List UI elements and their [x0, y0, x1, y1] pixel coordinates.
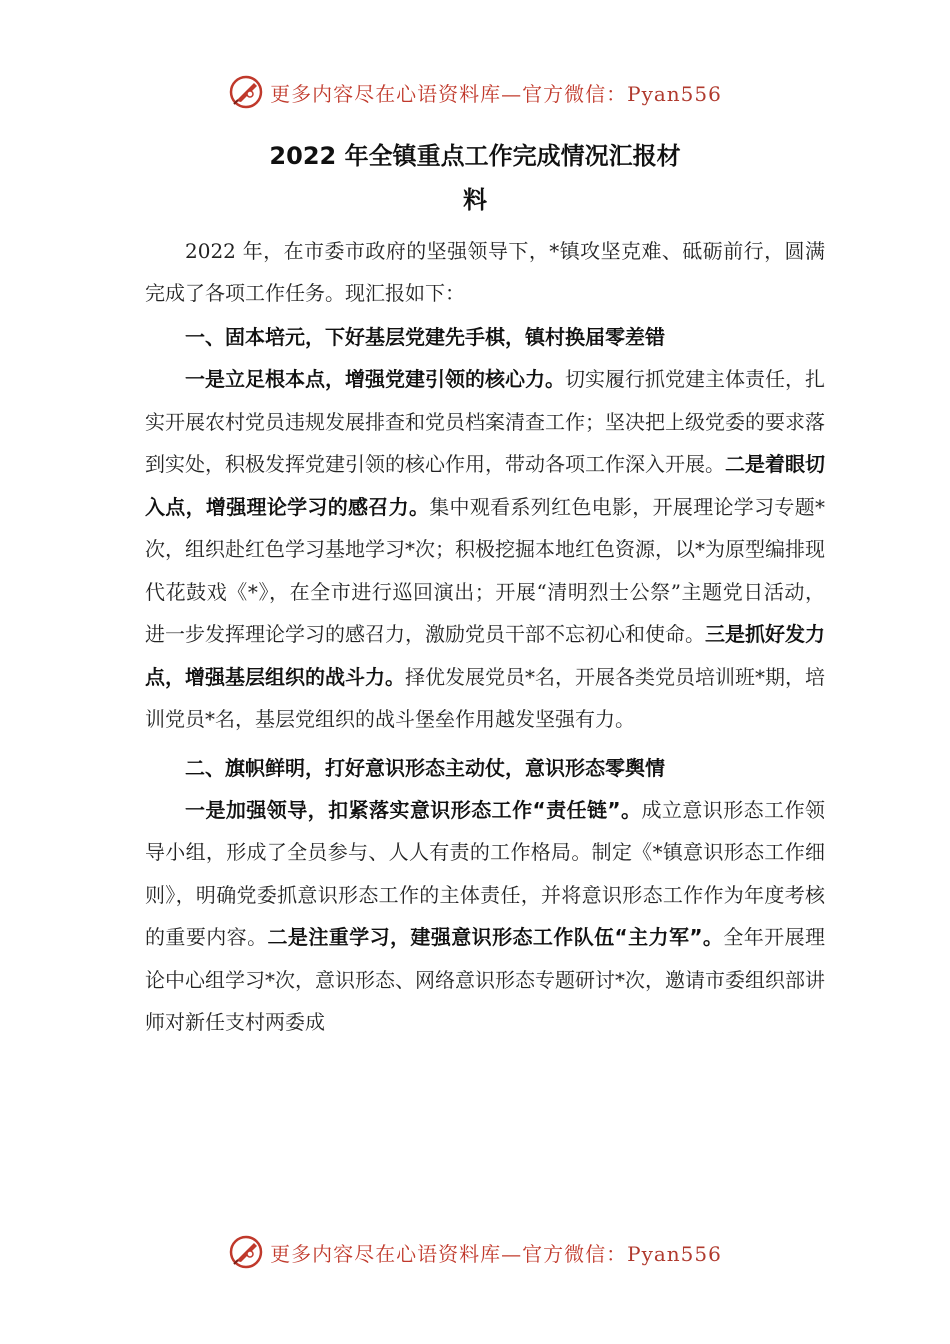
- section1-point2-bold: 二是着眼切入点，增强理论学习的感召力。: [145, 452, 825, 519]
- section2-heading: 二、旗帜鲜明，打好意识形态主动仗，意识形态零舆情: [185, 755, 665, 780]
- header-banner: [0, 70, 950, 114]
- section2-paragraph: [145, 789, 825, 1044]
- intro-paragraph: 2022 年，在市委市政府的坚强领导下，*镇攻坚克难、砥砺前行，圆满完成了各项工作任务。现汇报如下：: [145, 239, 825, 305]
- banner-text: 更多内容尽在心语资料库—官方微信：Pyan556: [270, 1241, 722, 1266]
- quill-logo-icon: [228, 1234, 264, 1270]
- title-line-2: 料: [463, 186, 487, 214]
- section2-point1-bold: 一是加强领导，扣紧落实意识形态工作“责任链”。: [185, 797, 642, 822]
- section1-point2-text: 集中观看系列红色电影，开展理论学习专题*次，组织赴红色学习基地学习*次；积极挖掘本地红色资源，以*为原型编排现代花鼓戏《*》，在全市进行巡回演出；开展“清明烈士公祭”主题党日活动，进一步发挥理论学习的感召力，激励党员干部不忘初心和使命。: [145, 494, 826, 646]
- section1-point1-text: 切实履行抓党建主体责任，扎实开展农村党员违规发展排查和党员档案清查工作；坚决把上级党委的要求落到实处，积极发挥党建引领的核心作用，带动各项工作深入开展。: [145, 367, 825, 476]
- wechat-id: Pyan556: [627, 81, 722, 106]
- document-title: [0, 134, 950, 222]
- section2-point2-bold: 二是注重学习，建强意识形态工作队伍“主力军”。: [267, 925, 724, 949]
- section1-point1-bold: 一是立足根本点，增强党建引领的核心力。: [185, 367, 565, 391]
- section1-heading: 一、固本培元，下好基层党建先手棋，镇村换届零差错: [185, 325, 665, 349]
- document-body: [145, 230, 825, 1044]
- wechat-id: Pyan556: [627, 1241, 722, 1266]
- title-line-1: 2022 年全镇重点工作完成情况汇报材: [269, 142, 681, 170]
- footer-banner: [0, 1230, 950, 1274]
- section2-point2-text: 全年开展理论中心组学习*次，意识形态、网络意识形态专题研讨*次，邀请市委组织部讲师对新任支村两委成: [145, 925, 826, 1034]
- banner-text: 更多内容尽在心语资料库—官方微信：Pyan556: [270, 81, 722, 106]
- section2-point1-text: 成立意识形态工作领导小组，形成了全员参与、人人有责的工作格局。制定《*镇意识形态工作细则》，明确党委抓意识形态工作的主体责任，并将意识形态工作作为年度考核的重要内容。: [145, 797, 826, 949]
- quill-logo-icon: [228, 74, 264, 110]
- section1-paragraph: [145, 358, 825, 741]
- section1-point3-bold: 三是抓好发力点，增强基层组织的战斗力。: [145, 622, 825, 689]
- section1-point3-text: 择优发展党员*名，开展各类党员培训班*期，培训党员*名，基层党组织的战斗堡垒作用越发坚强有力。: [145, 664, 825, 731]
